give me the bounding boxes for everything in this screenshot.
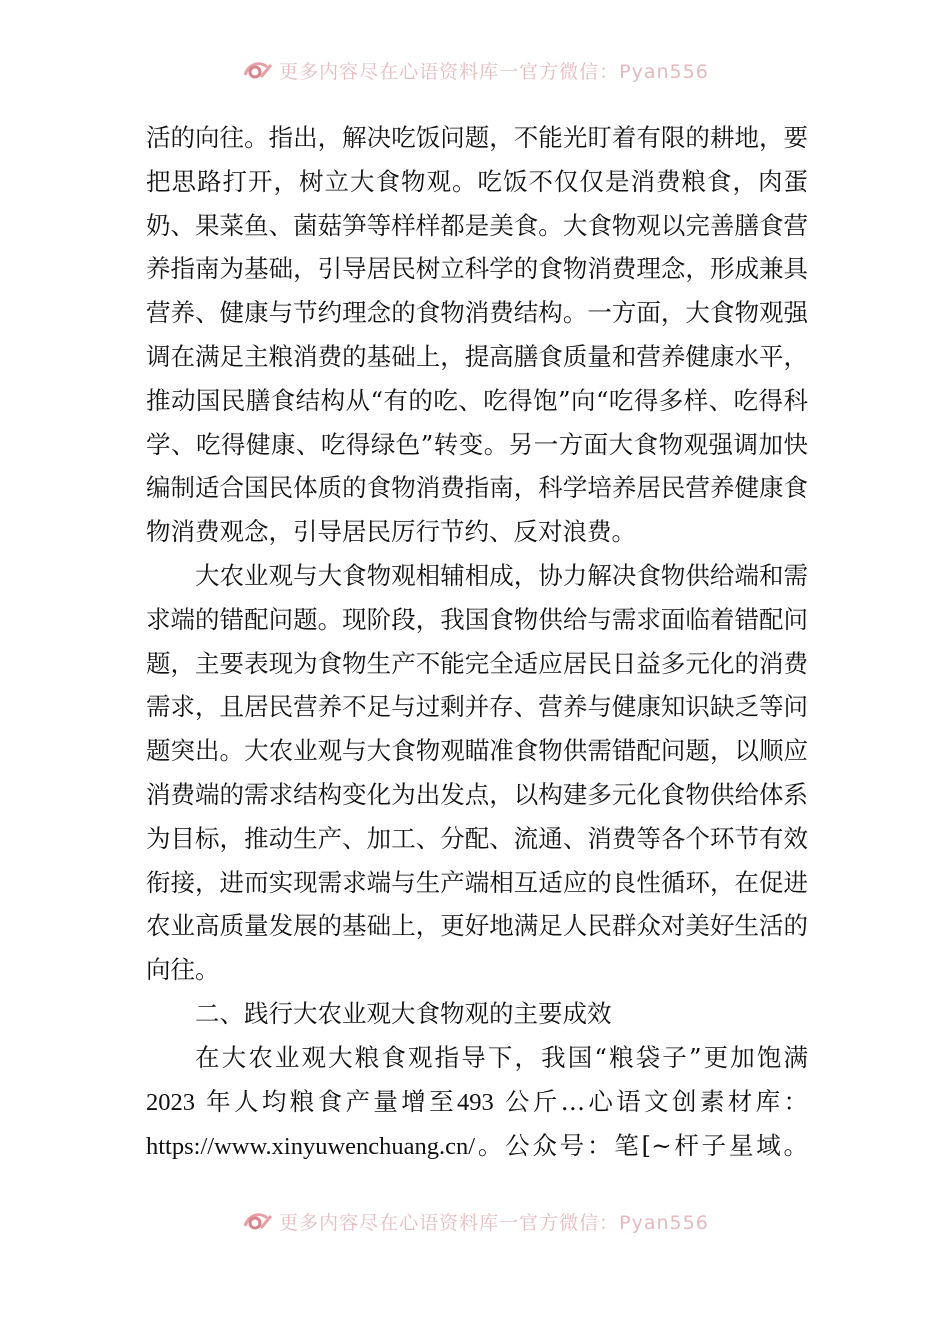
section-heading: 二、践行大农业观大食物观的主要成效 xyxy=(195,998,612,1028)
source-url[interactable]: https://www.xinyuwenchuang.cn/ xyxy=(146,1133,476,1161)
stats-tail: 公斤…心语文创素材库： xyxy=(504,1086,808,1116)
watermark-text: 更多内容尽在心语资料库一官方微信：Pyan556 xyxy=(279,1211,709,1234)
paragraph-food-view: 活的向往。指出，解决吃饭问题，不能光盯着有限的耕地，要把思路打开，树立大食物观。吃饭不仅仅是消费粮食，肉蛋奶、果菜鱼、菌菇笋等样样都是美食。大食物观以完善膳食营养指南为基础，引导居民树立科学的食物消费理念，形成兼具营养、健康与节约理念的食物消费结构。一方面，大食物观强调在满足主粮消费的基础上，提高膳食质量和营养健康水平，推动国民膳食结构从“有的吃、吃得饱”向“吃得多样、吃得科学、吃得健康、吃得绿色”转变。另一方面大食物观强调加快编制适合国民体质的食物消费指南，科学培养居民营养健康食物消费观念，引导居民厉行节约、反对浪费。 xyxy=(146,123,808,547)
stats-text: 年人均粮食产量增至 xyxy=(206,1086,457,1116)
watermark-text: 更多内容尽在心语资料库一官方微信：Pyan556 xyxy=(279,60,709,83)
watermark-top xyxy=(0,55,950,85)
source-tail: 。公众号：笔[~杆子星域。 xyxy=(475,1131,808,1161)
document-body xyxy=(146,116,808,1169)
year-value: 2023 xyxy=(146,1088,195,1116)
paragraph-source xyxy=(146,1124,808,1169)
watermark-bottom xyxy=(0,1206,950,1236)
watermark-logo-icon xyxy=(241,57,275,83)
grain-output-value: 493 xyxy=(456,1088,494,1116)
paragraph-achievements-stats xyxy=(146,1080,808,1125)
paragraph-achievements-line: 在大农业观大粮食观指导下，我国“粮袋子”更加饱满 xyxy=(195,1042,808,1072)
watermark-logo-icon xyxy=(241,1208,275,1234)
paragraph-agriculture-food-view: 大农业观与大食物观相辅相成，协力解决食物供给端和需求端的错配问题。现阶段，我国食物供给与需求面临着错配问题，主要表现为食物生产不能完全适应居民日益多元化的消费需求，且居民营养不足与过剩并存、营养与健康知识缺乏等问题突出。大农业观与大食物观瞄准食物供需错配问题，以顺应消费端的需求结构变化为出发点，以构建多元化食物供给体系为目标，推动生产、加工、分配、流通、消费等各个环节有效衔接，进而实现需求端与生产端相互适应的良性循环，在促进农业高质量发展的基础上，更好地满足人民群众对美好生活的向往。 xyxy=(146,560,808,985)
